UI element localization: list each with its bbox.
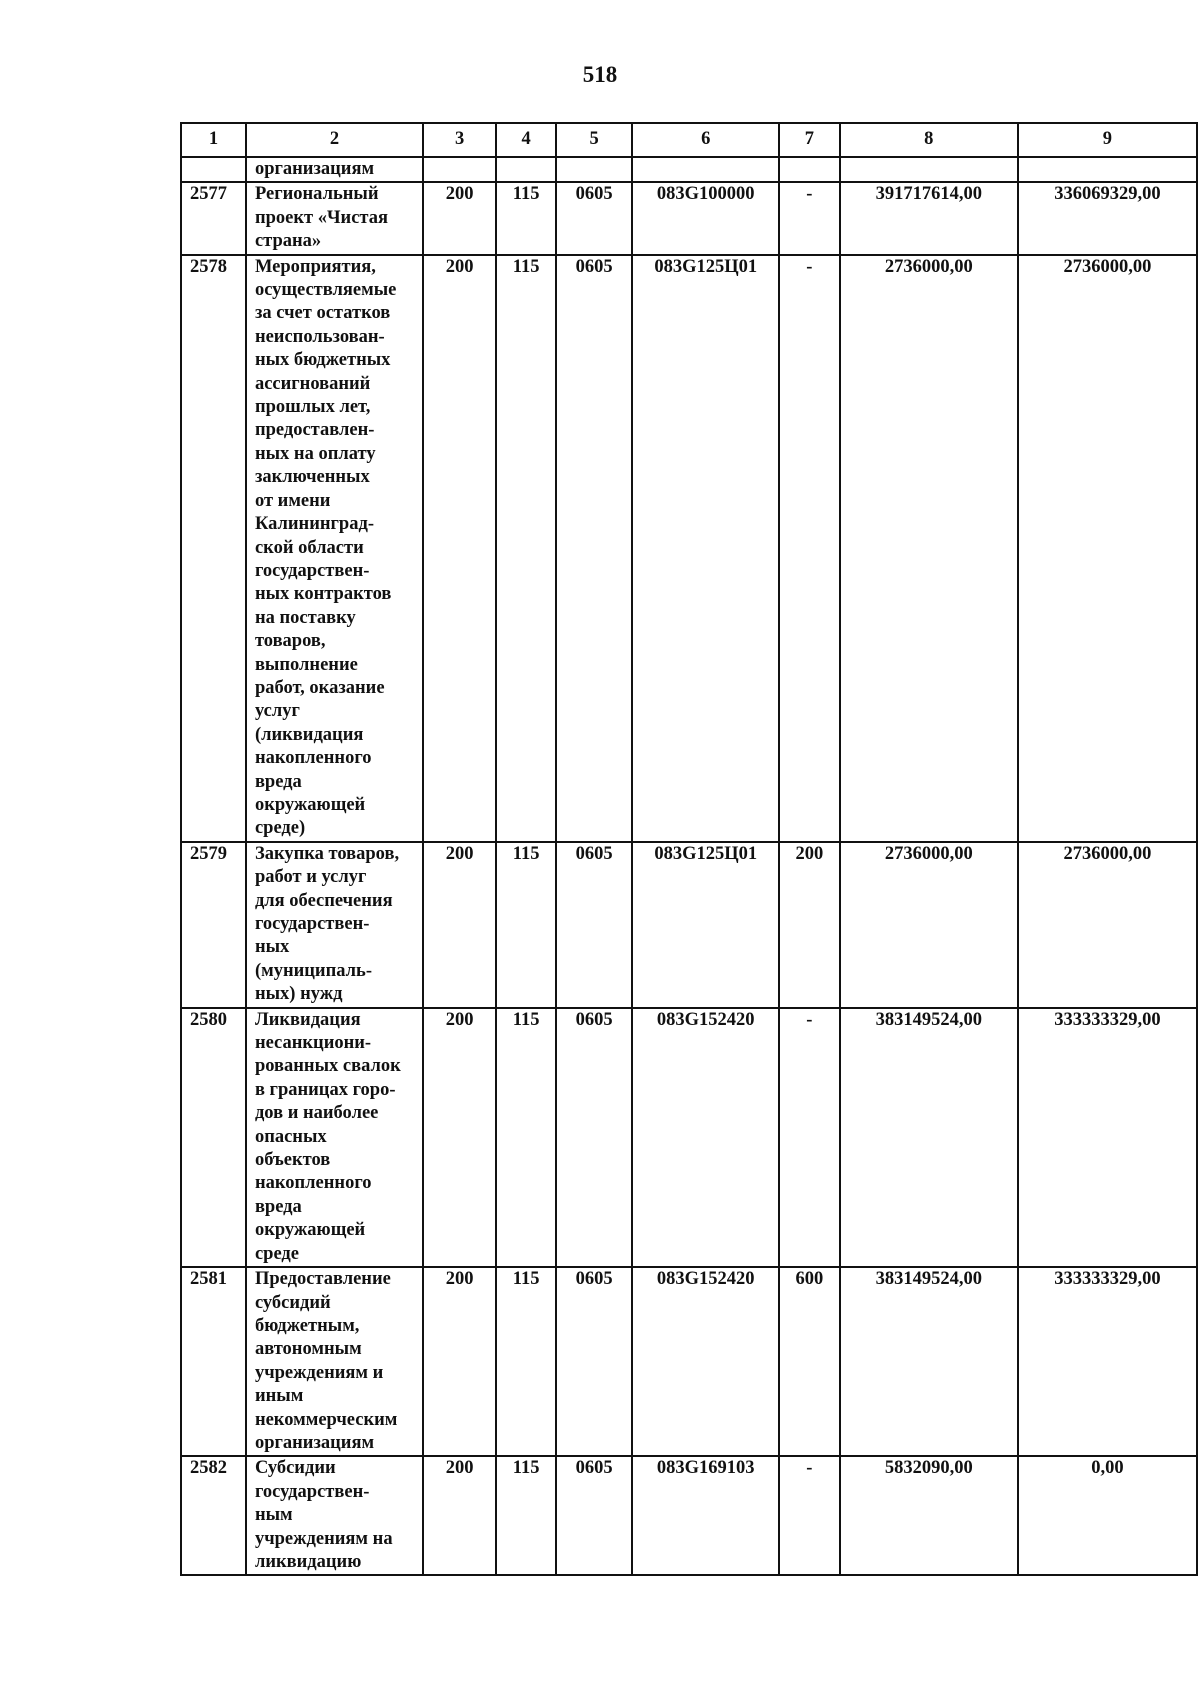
col5-cell: 0605	[556, 255, 632, 842]
column-header: 9	[1018, 123, 1197, 157]
row-description-cell: Субсидии государствен- ным учреждениям на ликвидацию	[246, 1456, 423, 1575]
col8-cell: 383149524,00	[840, 1008, 1018, 1267]
row-number-cell: 2577	[181, 182, 246, 254]
row-description-cell: Предоставление субсидий бюджетным, автономным учреждениям и иным некоммерческим организациям	[246, 1267, 423, 1456]
col7-cell: 600	[779, 1267, 840, 1456]
col7-cell	[779, 157, 840, 182]
col7-cell: -	[779, 1456, 840, 1575]
col3-cell	[423, 157, 496, 182]
continuation-row	[181, 157, 1197, 182]
col4-cell: 115	[496, 1008, 556, 1267]
col8-cell: 383149524,00	[840, 1267, 1018, 1456]
col4-cell: 115	[496, 255, 556, 842]
table-body	[181, 123, 1197, 1575]
col9-cell: 0,00	[1018, 1456, 1197, 1575]
col6-cell: 083G152420	[632, 1267, 779, 1456]
col8-cell: 2736000,00	[840, 842, 1018, 1008]
row-description-cell: Ликвидация несанкциони- рованных свалок в границах горо- дов и наиболее опасных объектов накопленного вреда окружающей среде	[246, 1008, 423, 1267]
row-description-cell: Закупка товаров, работ и услуг для обеспечения государствен- ных (муниципаль- ных) нужд	[246, 842, 423, 1008]
col5-cell: 0605	[556, 182, 632, 254]
column-header: 3	[423, 123, 496, 157]
col6-cell: 083G125Ц01	[632, 842, 779, 1008]
col3-cell: 200	[423, 1267, 496, 1456]
table-row	[181, 1456, 1197, 1575]
row-description-cell: Мероприятия, осуществляемые за счет остатков неиспользован- ных бюджетных ассигнований прошлых лет, предоставлен- ных на оплату заключенных от имени Калининград- ской области государствен- ных контрактов на поставку товаров, выполнение работ, оказание услуг (ликвидация накопленного вреда окружающей среде)	[246, 255, 423, 842]
col9-cell: 2736000,00	[1018, 842, 1197, 1008]
col5-cell: 0605	[556, 1267, 632, 1456]
col4-cell	[496, 157, 556, 182]
col3-cell: 200	[423, 842, 496, 1008]
table-row	[181, 842, 1197, 1008]
col6-cell: 083G169103	[632, 1456, 779, 1575]
row-number-cell: 2582	[181, 1456, 246, 1575]
col3-cell: 200	[423, 255, 496, 842]
column-header: 4	[496, 123, 556, 157]
column-header: 7	[779, 123, 840, 157]
col5-cell: 0605	[556, 1456, 632, 1575]
col7-cell: -	[779, 1008, 840, 1267]
col9-cell: 333333329,00	[1018, 1008, 1197, 1267]
col4-cell: 115	[496, 1267, 556, 1456]
row-description-cell: организациям	[246, 157, 423, 182]
col8-cell: 5832090,00	[840, 1456, 1018, 1575]
row-description-cell: Региональный проект «Чистая страна»	[246, 182, 423, 254]
col6-cell	[632, 157, 779, 182]
col5-cell: 0605	[556, 842, 632, 1008]
col4-cell: 115	[496, 842, 556, 1008]
row-number-cell	[181, 157, 246, 182]
column-header: 2	[246, 123, 423, 157]
col4-cell: 115	[496, 182, 556, 254]
col5-cell: 0605	[556, 1008, 632, 1267]
col9-cell	[1018, 157, 1197, 182]
column-header: 1	[181, 123, 246, 157]
row-number-cell: 2581	[181, 1267, 246, 1456]
col3-cell: 200	[423, 182, 496, 254]
col3-cell: 200	[423, 1008, 496, 1267]
col9-cell: 336069329,00	[1018, 182, 1197, 254]
column-header: 6	[632, 123, 779, 157]
col4-cell: 115	[496, 1456, 556, 1575]
col7-cell: -	[779, 182, 840, 254]
row-number-cell: 2579	[181, 842, 246, 1008]
col8-cell: 391717614,00	[840, 182, 1018, 254]
col5-cell	[556, 157, 632, 182]
budget-table	[180, 122, 1198, 1576]
col6-cell: 083G100000	[632, 182, 779, 254]
header-row	[181, 123, 1197, 157]
table-row	[181, 1267, 1197, 1456]
row-number-cell: 2578	[181, 255, 246, 842]
col9-cell: 333333329,00	[1018, 1267, 1197, 1456]
page-number: 518	[582, 62, 618, 87]
column-header: 8	[840, 123, 1018, 157]
col3-cell: 200	[423, 1456, 496, 1575]
table-row	[181, 1008, 1197, 1267]
table-row	[181, 255, 1197, 842]
col6-cell: 083G125Ц01	[632, 255, 779, 842]
col8-cell: 2736000,00	[840, 255, 1018, 842]
col7-cell: -	[779, 255, 840, 842]
column-header: 5	[556, 123, 632, 157]
col6-cell: 083G152420	[632, 1008, 779, 1267]
col9-cell: 2736000,00	[1018, 255, 1197, 842]
col7-cell: 200	[779, 842, 840, 1008]
table-row	[181, 182, 1197, 254]
row-number-cell: 2580	[181, 1008, 246, 1267]
col8-cell	[840, 157, 1018, 182]
